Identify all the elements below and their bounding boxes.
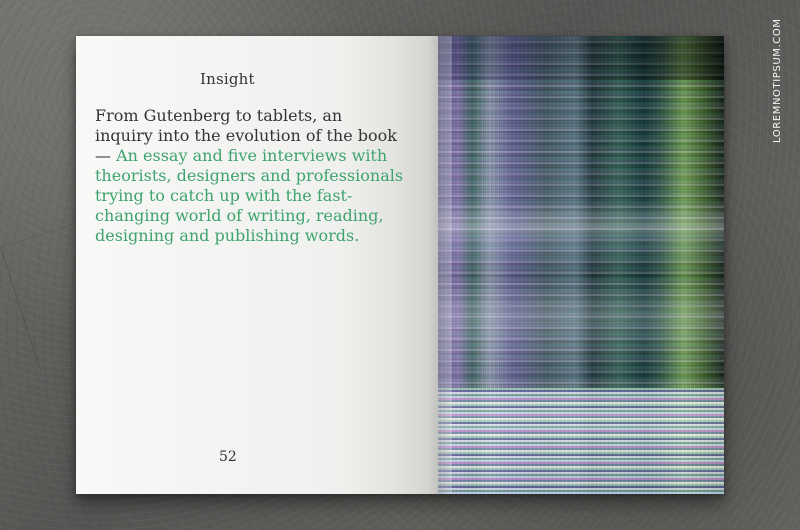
brand-watermark: LOREMNOTIPSUM.COM [772,18,783,144]
page-header: Insight [200,70,255,88]
book-gutter-shadow [428,36,452,494]
intro-green-text: An essay and five interviews with theorists, designers and professionals trying to catch up with the fast-changing world of writing, reading, designing and publishing words. [95,146,404,245]
dark-top-band [438,36,724,80]
right-book-page [438,36,724,494]
bright-lower-glitch-band [438,388,724,494]
intro-dark-text: From Gutenberg to tablets, an inquiry into the evolution of the book — [95,106,397,165]
open-book [76,36,724,494]
left-book-page [76,36,438,494]
page-number: 52 [219,449,237,465]
intro-text-block [95,106,405,246]
